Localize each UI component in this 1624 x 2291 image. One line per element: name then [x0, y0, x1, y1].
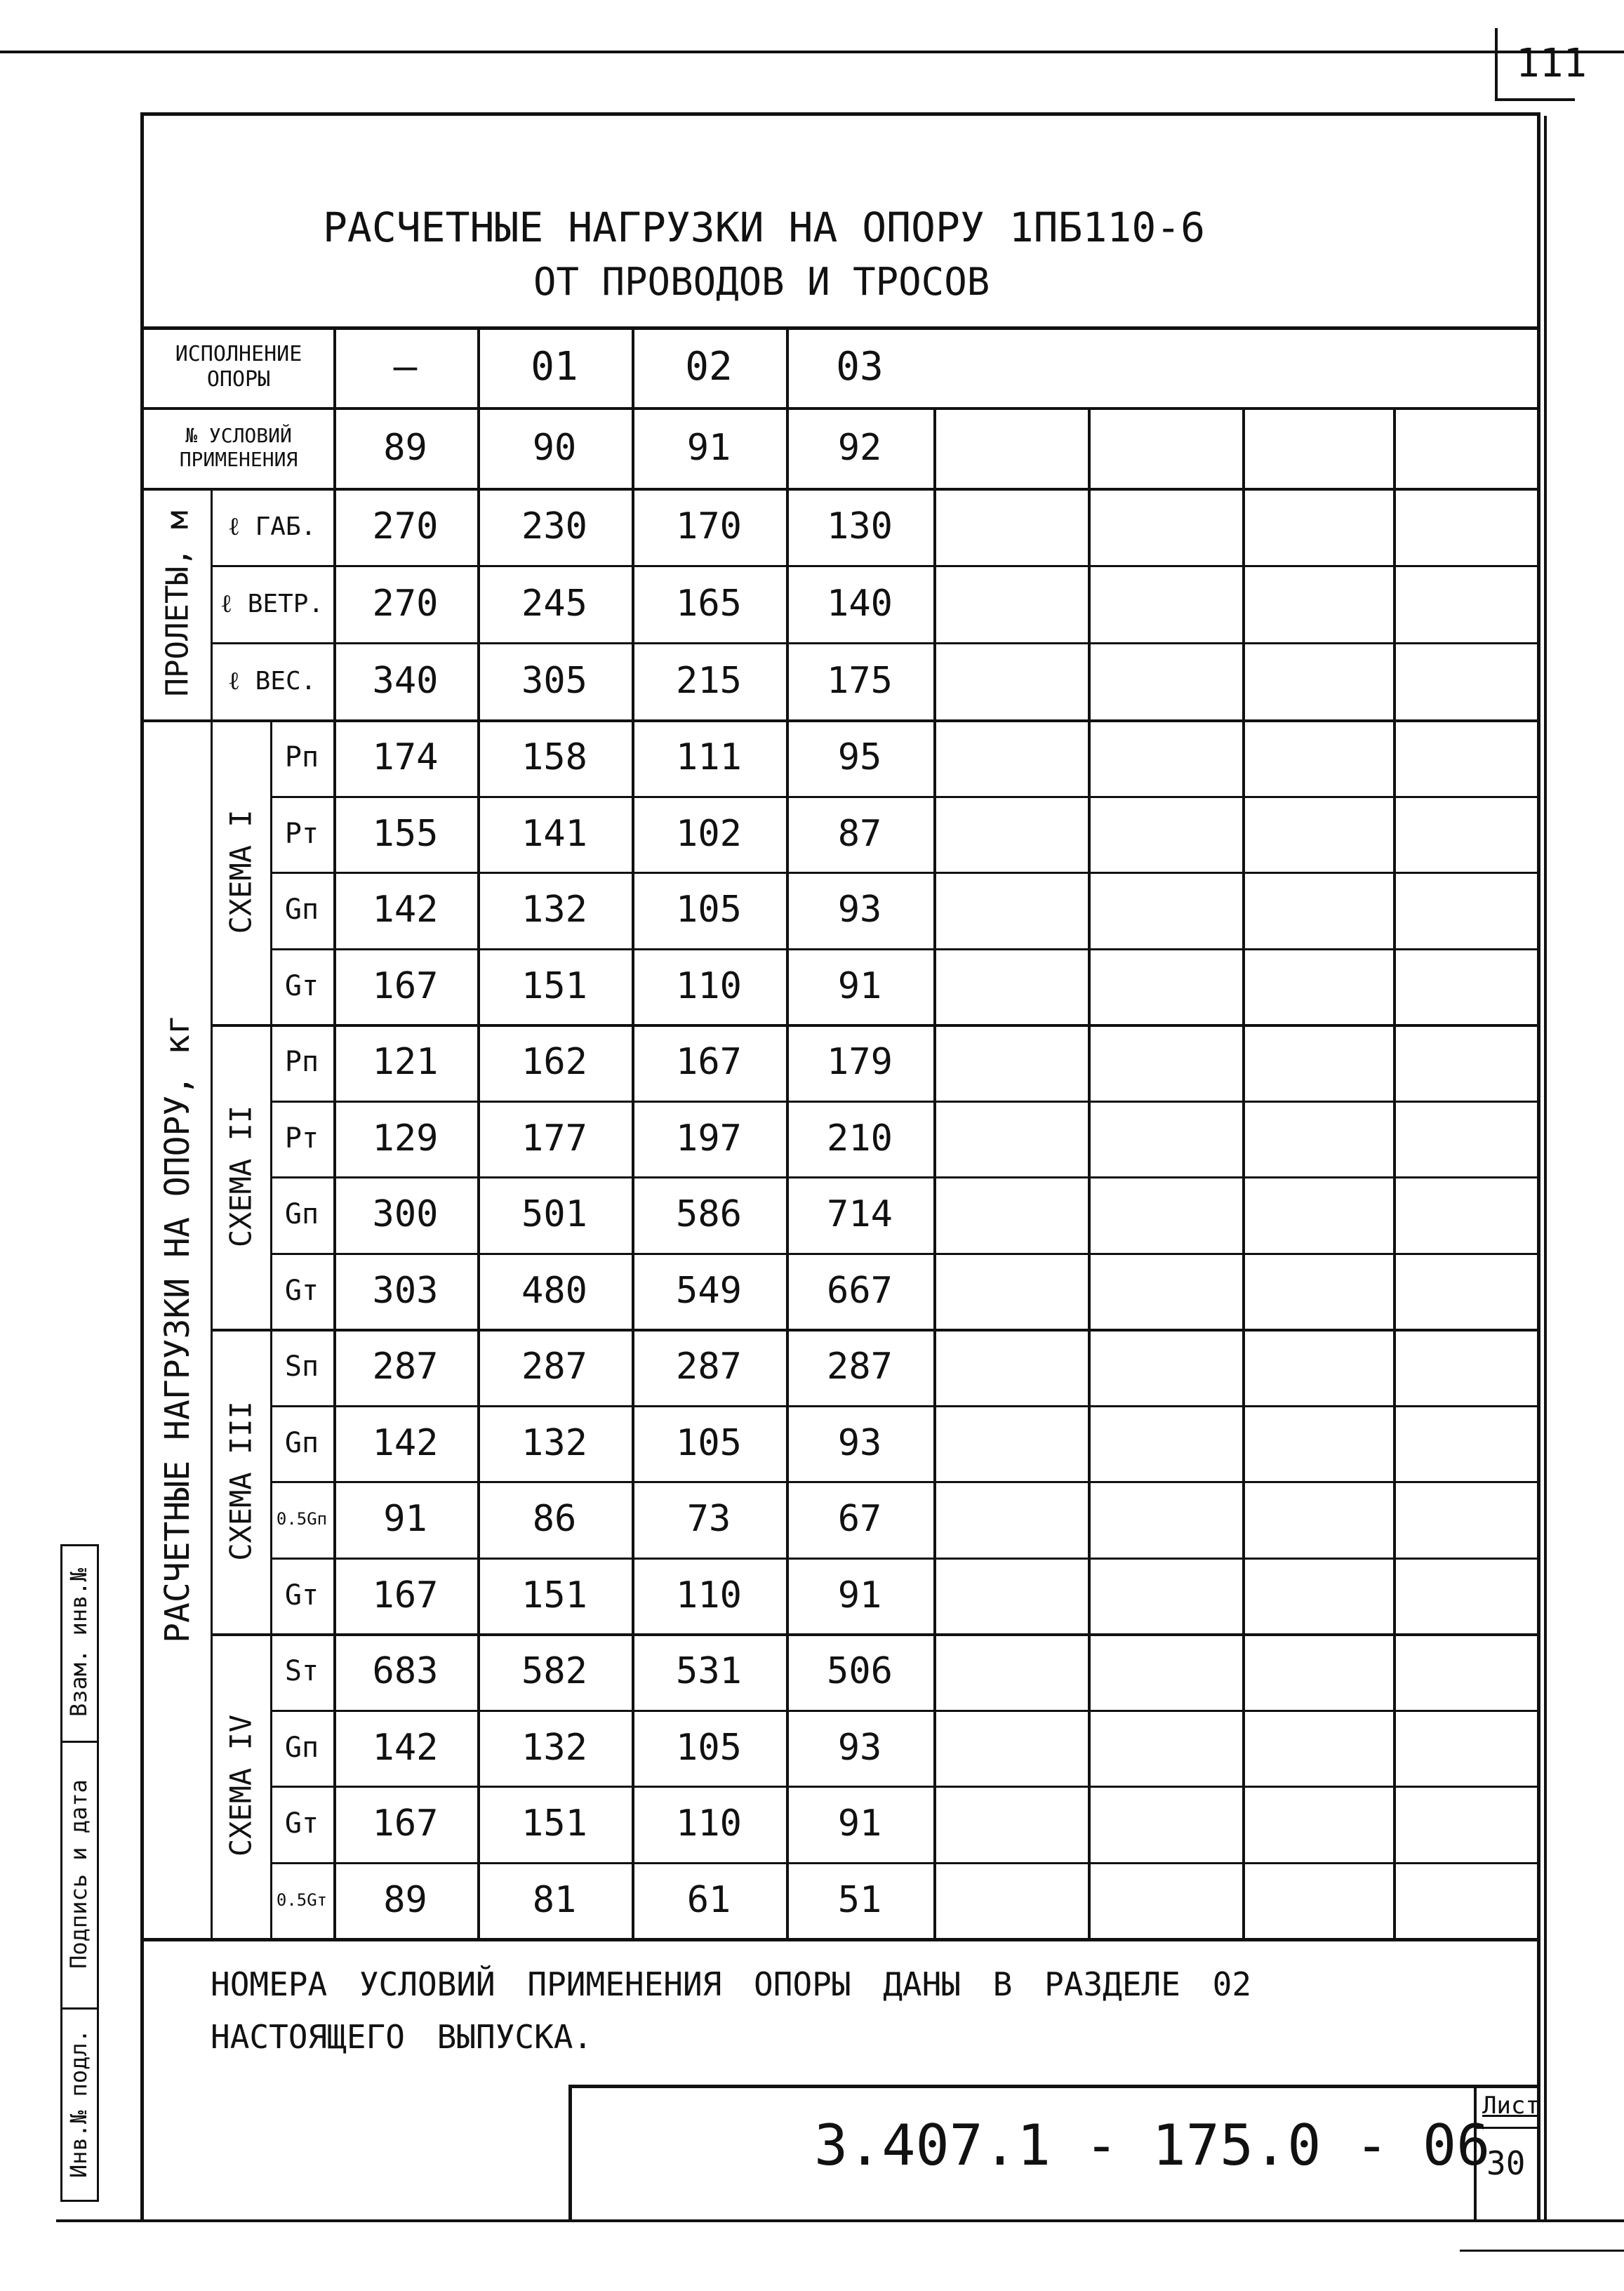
load-param-0-3: Gт	[284, 969, 319, 1002]
load-value-2-3-2: 110	[676, 1574, 742, 1616]
load-value-2-1-0: 142	[372, 1421, 439, 1464]
note-line-1: НОМЕРА УСЛОВИЙ ПРИМЕНЕНИЯ ОПОРЫ ДАНЫ В РАЗДЕЛЕ 02	[211, 1965, 1252, 2003]
load-value-2-1-1: 132	[521, 1421, 587, 1464]
sheet-number: 30	[1486, 2144, 1526, 2182]
load-value-0-1-2: 102	[676, 812, 742, 855]
load-param-3-1: Gп	[284, 1731, 319, 1764]
load-value-3-3-1: 81	[532, 1878, 577, 1921]
span-label-1: ℓ ВЕТР.	[220, 590, 324, 618]
load-value-0-0-2: 111	[676, 736, 742, 779]
col-sep-5	[1088, 407, 1091, 1938]
load-value-3-2-2: 110	[676, 1802, 742, 1845]
load-value-0-3-0: 167	[372, 964, 439, 1007]
titleblock-left	[568, 2085, 572, 2222]
load-value-3-3-2: 61	[686, 1878, 731, 1921]
load-value-2-3-1: 151	[521, 1574, 587, 1616]
load-param-3-0: Sт	[284, 1655, 319, 1688]
span-value-2-3: 175	[827, 660, 893, 702]
load-value-3-2-3: 91	[837, 1802, 882, 1845]
variant-3: 03	[836, 344, 884, 390]
load-value-2-3-3: 91	[837, 1574, 882, 1616]
load-value-0-2-3: 93	[837, 889, 882, 931]
span-value-0-0: 270	[372, 505, 439, 547]
load-param-2-2: 0.5Gп	[276, 1509, 328, 1529]
load-value-2-1-2: 105	[676, 1421, 742, 1464]
condition-3: 92	[837, 426, 882, 469]
load-value-0-0-3: 95	[837, 736, 882, 779]
load-value-3-1-1: 132	[521, 1726, 587, 1769]
condition-0: 89	[383, 426, 427, 469]
load-value-3-0-0: 683	[372, 1650, 439, 1693]
load-value-3-1-3: 93	[837, 1726, 882, 1769]
load-value-1-1-0: 129	[372, 1117, 439, 1160]
load-value-2-2-1: 86	[532, 1498, 577, 1541]
load-value-0-2-1: 132	[521, 889, 587, 931]
load-param-2-3: Gт	[284, 1579, 319, 1612]
variant-0: —	[393, 344, 418, 390]
span-value-1-2: 165	[676, 583, 742, 625]
span-value-1-1: 245	[521, 583, 587, 625]
col-sep-7	[1393, 407, 1396, 1938]
load-value-1-1-2: 197	[676, 1117, 742, 1160]
condition-1: 90	[532, 426, 577, 469]
load-value-2-0-0: 287	[372, 1346, 439, 1388]
load-value-0-2-0: 142	[372, 889, 439, 931]
titleblock-top	[568, 2085, 1540, 2088]
variant-2: 02	[685, 344, 733, 390]
load-value-0-1-0: 155	[372, 812, 439, 855]
load-value-2-2-2: 73	[686, 1498, 731, 1541]
load-value-1-2-0: 300	[372, 1193, 439, 1236]
load-value-0-2-2: 105	[676, 889, 742, 931]
load-value-2-2-0: 91	[383, 1498, 427, 1541]
load-value-3-3-3: 51	[837, 1878, 882, 1921]
doc-code: 3.407.1 - 175.0 - 06	[814, 2113, 1491, 2178]
load-value-1-2-3: 714	[827, 1193, 893, 1236]
title-line-1: РАСЧЕТНЫЕ НАГРУЗКИ НА ОПОРУ 1ПБ110-6	[323, 204, 1206, 251]
spans-group-label: ПРОЛЕТЫ, м	[159, 510, 195, 697]
span-label-0: ℓ ГАБ.	[227, 512, 317, 541]
load-value-0-1-1: 141	[521, 812, 587, 855]
col-sep-4	[933, 407, 936, 1938]
condition-2: 91	[686, 426, 731, 469]
load-param-0-2: Gп	[284, 894, 319, 927]
load-value-3-0-3: 506	[827, 1650, 893, 1693]
load-value-1-0-2: 167	[676, 1041, 742, 1084]
conditions-label: № УСЛОВИЙ ПРИМЕНЕНИЯ	[179, 423, 298, 471]
load-param-3-2: Gт	[284, 1807, 319, 1840]
span-value-2-1: 305	[521, 660, 587, 702]
load-param-3-3: 0.5Gт	[276, 1890, 328, 1910]
span-value-0-1: 230	[521, 505, 587, 547]
loads-group-label: РАСЧЕТНЫЕ НАГРУЗКИ НА ОПОРУ, кг	[157, 1014, 197, 1643]
load-value-1-1-3: 210	[827, 1117, 893, 1160]
span-value-1-3: 140	[827, 583, 893, 625]
col-group-sep-loads	[211, 719, 213, 1938]
span-value-2-2: 215	[676, 660, 742, 702]
load-param-2-0: Sп	[284, 1350, 319, 1383]
load-param-0-1: Pт	[284, 817, 319, 850]
load-value-0-0-0: 174	[372, 736, 439, 779]
stamp-inv-orig: Инв.№ подл.	[65, 2029, 92, 2178]
load-param-1-0: Pп	[284, 1046, 319, 1079]
variant-1: 01	[531, 344, 578, 390]
load-value-1-2-1: 501	[521, 1193, 587, 1236]
load-value-0-3-3: 91	[837, 964, 882, 1007]
load-value-0-0-1: 158	[521, 736, 587, 779]
load-value-1-0-3: 179	[827, 1041, 893, 1084]
load-value-3-1-0: 142	[372, 1726, 439, 1769]
load-value-2-0-1: 287	[521, 1346, 587, 1388]
load-value-3-3-0: 89	[383, 1878, 427, 1921]
title-line-2: ОТ ПРОВОДОВ И ТРОСОВ	[533, 260, 990, 304]
load-value-2-1-3: 93	[837, 1421, 882, 1464]
load-value-2-0-2: 287	[676, 1346, 742, 1388]
page-number: 111	[1516, 41, 1588, 86]
span-value-0-2: 170	[676, 505, 742, 547]
scheme-label-1: СХЕМА II	[223, 1105, 258, 1248]
load-value-0-1-3: 87	[837, 812, 882, 855]
load-value-2-3-0: 167	[372, 1574, 439, 1616]
load-value-1-0-1: 162	[521, 1041, 587, 1084]
load-value-1-0-0: 121	[372, 1041, 439, 1084]
scheme-label-0: СХЕМА I	[223, 809, 258, 934]
load-value-3-1-2: 105	[676, 1726, 742, 1769]
table-bottom	[144, 1938, 1540, 1941]
load-value-3-2-1: 151	[521, 1802, 587, 1845]
load-value-1-3-3: 667	[827, 1269, 893, 1312]
load-value-1-3-1: 480	[521, 1269, 587, 1312]
stamp-signature-date: Подпись и дата	[65, 1779, 92, 1969]
load-value-1-1-1: 177	[521, 1117, 587, 1160]
load-param-1-1: Pт	[284, 1122, 319, 1155]
load-param-1-3: Gт	[284, 1274, 319, 1307]
span-label-2: ℓ ВЕС.	[227, 667, 317, 696]
note-line-2: НАСТОЯЩЕГО ВЫПУСКА.	[211, 2018, 593, 2056]
col-sep-6	[1242, 407, 1245, 1938]
stamp-replace-inv: Взам. инв.№	[65, 1568, 92, 1717]
span-value-0-3: 130	[827, 505, 893, 547]
load-value-0-3-1: 151	[521, 964, 587, 1007]
scheme-label-3: СХЕМА IV	[223, 1714, 258, 1857]
load-value-3-0-2: 531	[676, 1650, 742, 1693]
load-value-3-2-0: 167	[372, 1802, 439, 1845]
load-value-2-2-3: 67	[837, 1498, 882, 1541]
load-param-2-1: Gп	[284, 1426, 319, 1459]
load-value-1-3-2: 549	[676, 1269, 742, 1312]
load-param-0-0: Pп	[284, 741, 319, 774]
span-value-1-0: 270	[372, 583, 439, 625]
scheme-label-2: СХЕМА III	[223, 1401, 258, 1561]
variant-label: ИСПОЛНЕНИЕ ОПОРЫ	[175, 341, 302, 392]
load-value-1-2-2: 586	[676, 1193, 742, 1236]
sheet-label: Лист	[1482, 2092, 1540, 2120]
span-value-2-0: 340	[372, 660, 439, 702]
load-value-1-3-0: 303	[372, 1269, 439, 1312]
load-value-0-3-2: 110	[676, 964, 742, 1007]
load-value-2-0-3: 287	[827, 1346, 893, 1388]
load-param-1-2: Gп	[284, 1198, 319, 1231]
load-value-3-0-1: 582	[521, 1650, 587, 1693]
